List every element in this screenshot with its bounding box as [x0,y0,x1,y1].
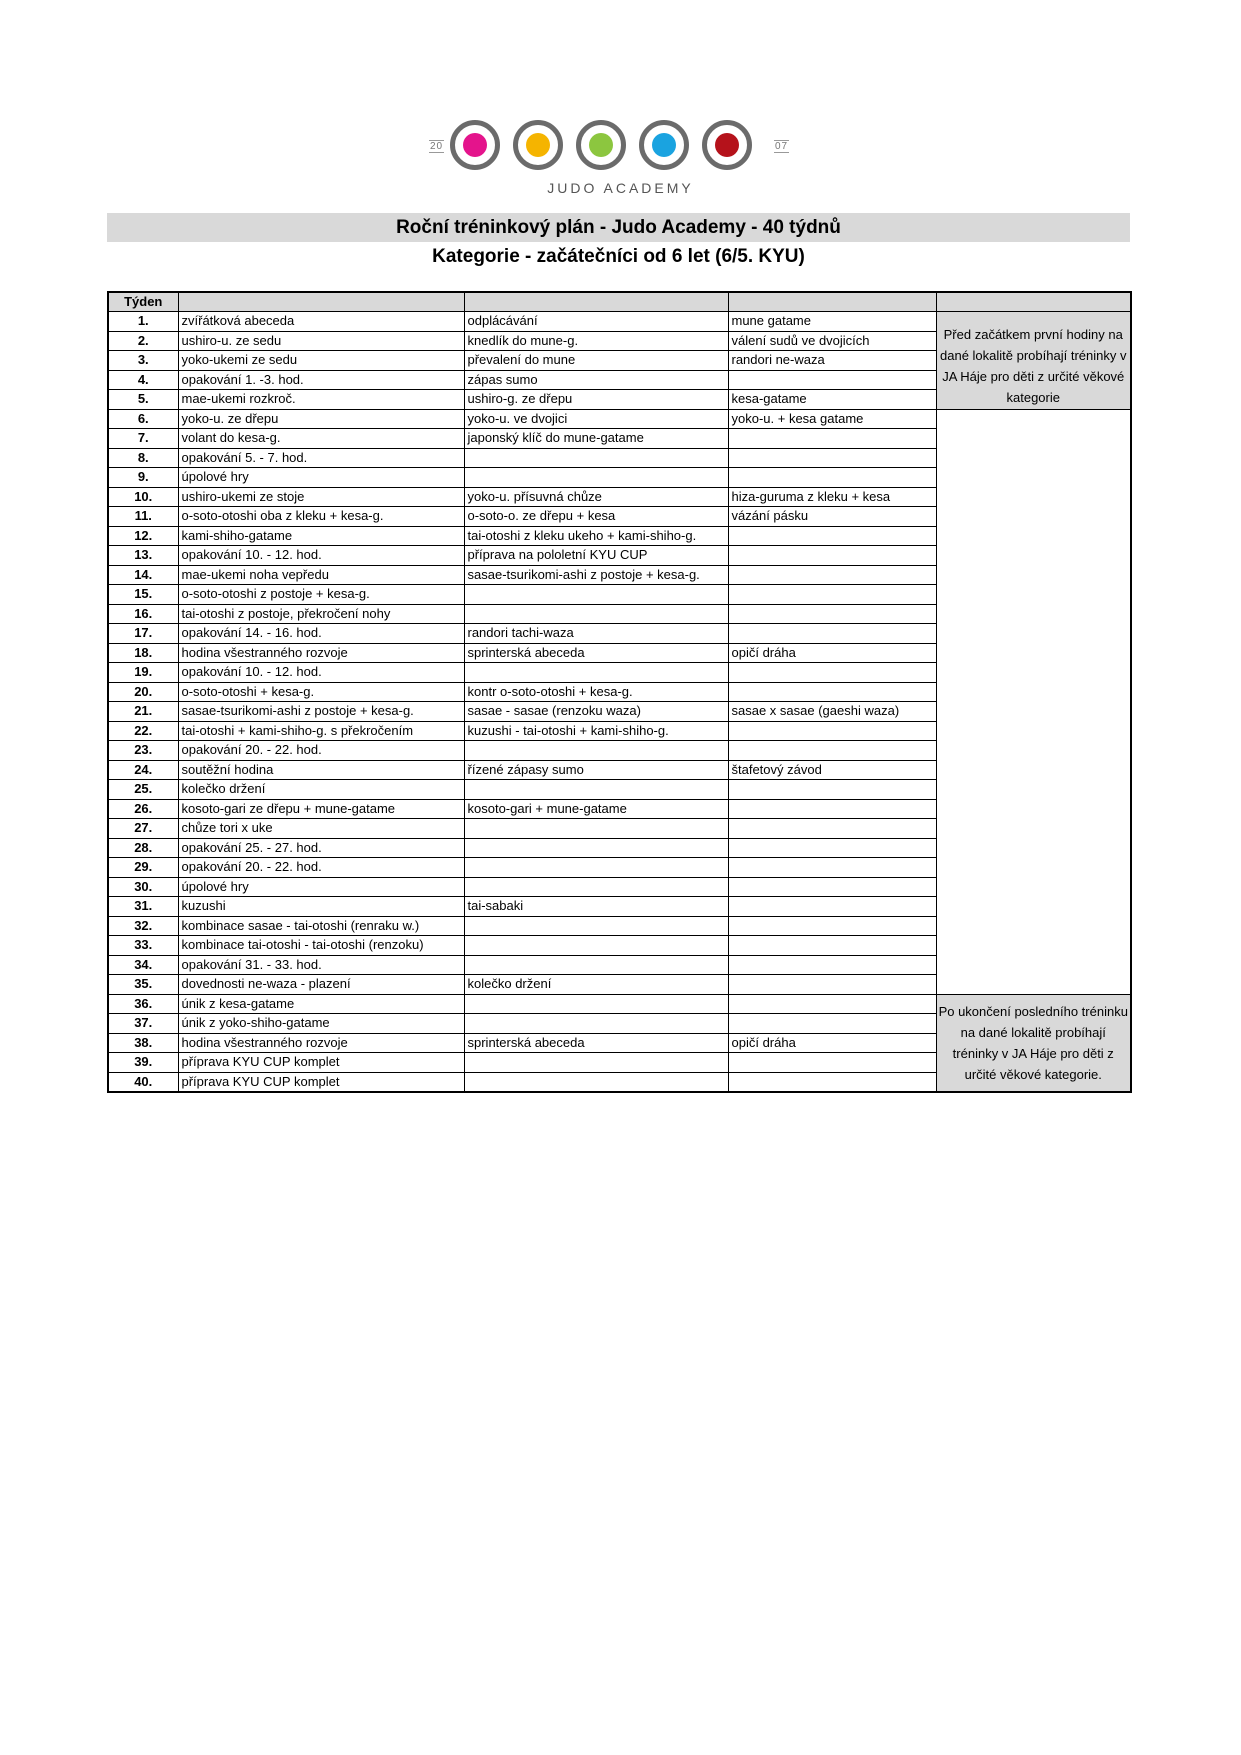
logo-rings [450,118,770,180]
week-number-cell: 8. [108,448,178,468]
activity-cell-3 [728,429,936,449]
week-number-cell: 36. [108,994,178,1014]
logo-ring-blue [639,120,689,170]
activity-cell-3 [728,916,936,936]
activity-cell-3 [728,780,936,800]
week-number-cell: 14. [108,565,178,585]
week-number-cell: 37. [108,1014,178,1034]
activity-cell-2: převalení do mune [464,351,728,371]
activity-cell-2 [464,741,728,761]
week-number-cell: 12. [108,526,178,546]
table-header-row [108,292,1131,312]
activity-cell-2: odplácávání [464,312,728,332]
activity-cell-3 [728,936,936,956]
activity-cell-3 [728,838,936,858]
activity-cell-2: kuzushi - tai-otoshi + kami-shiho-g. [464,721,728,741]
activity-cell-1: kami-shiho-gatame [178,526,464,546]
activity-cell-2 [464,955,728,975]
activity-cell-1: sasae-tsurikomi-ashi z postoje + kesa-g. [178,702,464,722]
table-row [108,312,1131,332]
activity-cell-3 [728,819,936,839]
activity-cell-2: zápas sumo [464,370,728,390]
activity-cell-1: dovednosti ne-waza - plazení [178,975,464,995]
activity-cell-3: štafetový závod [728,760,936,780]
activity-cell-2 [464,936,728,956]
activity-cell-1: mae-ukemi noha vepředu [178,565,464,585]
logo-ring-yellow [513,120,563,170]
judo-academy-logo [0,118,1241,208]
activity-cell-1: opakování 1. -3. hod. [178,370,464,390]
week-number-cell: 28. [108,838,178,858]
activity-cell-2: řízené zápasy sumo [464,760,728,780]
activity-cell-1: hodina všestranného rozvoje [178,643,464,663]
week-number-cell: 18. [108,643,178,663]
week-number-cell: 23. [108,741,178,761]
activity-cell-2: kosoto-gari + mune-gatame [464,799,728,819]
week-number-cell: 24. [108,760,178,780]
activity-cell-1: úpolové hry [178,468,464,488]
activity-cell-1: kuzushi [178,897,464,917]
activity-cell-1: tai-otoshi z postoje, překročení nohy [178,604,464,624]
activity-cell-1: únik z kesa-gatame [178,994,464,1014]
activity-cell-3 [728,1014,936,1034]
week-number-cell: 30. [108,877,178,897]
activity-cell-2 [464,877,728,897]
activity-cell-2: kolečko držení [464,975,728,995]
activity-cell-1: yoko-ukemi ze sedu [178,351,464,371]
activity-cell-1: opakování 20. - 22. hod. [178,858,464,878]
week-number-cell: 25. [108,780,178,800]
week-number-cell: 7. [108,429,178,449]
activity-cell-2 [464,585,728,605]
activity-cell-3: sasae x sasae (gaeshi waza) [728,702,936,722]
activity-cell-3 [728,975,936,995]
training-plan-table [107,291,1132,1093]
table-row [108,994,1131,1014]
week-number-cell: 27. [108,819,178,839]
activity-cell-2 [464,663,728,683]
activity-cell-2 [464,468,728,488]
activity-cell-2 [464,448,728,468]
activity-cell-2: o-soto-o. ze dřepu + kesa [464,507,728,527]
activity-cell-3: randori ne-waza [728,351,936,371]
activity-cell-1: o-soto-otoshi z postoje + kesa-g. [178,585,464,605]
activity-cell-3: mune gatame [728,312,936,332]
activity-cell-2: sprinterská abeceda [464,643,728,663]
week-number-cell: 29. [108,858,178,878]
week-number-cell: 35. [108,975,178,995]
activity-cell-1: opakování 25. - 27. hod. [178,838,464,858]
activity-cell-3 [728,468,936,488]
activity-cell-1: opakování 20. - 22. hod. [178,741,464,761]
training-plan-body [108,292,1131,1092]
note-after-last-lesson: Po ukončení posledního tréninku na dané lokalitě probíhají tréninky v JA Háje pro děti z určité věkové kategorie. [936,994,1131,1092]
week-number-cell: 38. [108,1033,178,1053]
week-number-cell: 31. [108,897,178,917]
activity-cell-1: příprava KYU CUP komplet [178,1072,464,1092]
activity-cell-2: knedlík do mune-g. [464,331,728,351]
note-empty-cell [936,409,1131,994]
activity-cell-1: soutěžní hodina [178,760,464,780]
activity-cell-2: japonský klíč do mune-gatame [464,429,728,449]
activity-cell-1: tai-otoshi + kami-shiho-g. s překročením [178,721,464,741]
activity-cell-3 [728,526,936,546]
activity-cell-3 [728,1072,936,1092]
week-number-cell: 26. [108,799,178,819]
activity-cell-3 [728,741,936,761]
week-number-cell: 6. [108,409,178,429]
activity-cell-2 [464,1072,728,1092]
activity-cell-3 [728,994,936,1014]
page-subtitle: Kategorie - začátečníci od 6 let (6/5. KYU) [432,246,805,267]
activity-cell-3 [728,877,936,897]
activity-cell-3: vázání pásku [728,507,936,527]
week-number-cell: 33. [108,936,178,956]
page-title: Roční tréninkový plán - Judo Academy - 40 týdnů [396,217,841,238]
table-row [108,409,1131,429]
activity-cell-1: chůze tori x uke [178,819,464,839]
week-number-cell: 9. [108,468,178,488]
activity-cell-2 [464,916,728,936]
week-number-cell: 16. [108,604,178,624]
activity-cell-3 [728,663,936,683]
week-number-cell: 22. [108,721,178,741]
activity-cell-2: yoko-u. ve dvojici [464,409,728,429]
activity-cell-3 [728,448,936,468]
activity-cell-3: válení sudů ve dvojicích [728,331,936,351]
activity-cell-1: kolečko držení [178,780,464,800]
header-empty-1 [178,292,464,312]
activity-cell-3 [728,604,936,624]
activity-cell-1: mae-ukemi rozkroč. [178,390,464,410]
week-number-cell: 5. [108,390,178,410]
activity-cell-1: únik z yoko-shiho-gatame [178,1014,464,1034]
activity-cell-3 [728,585,936,605]
activity-cell-1: hodina všestranného rozvoje [178,1033,464,1053]
activity-cell-1: úpolové hry [178,877,464,897]
activity-cell-3 [728,897,936,917]
logo-ring-green [576,120,626,170]
activity-cell-3 [728,624,936,644]
logo-ring-magenta [450,120,500,170]
week-number-cell: 3. [108,351,178,371]
note-before-first-lesson: Před začátkem první hodiny na dané lokalitě probíhají tréninky v JA Háje pro děti z určité věkové kategorie [936,312,1131,410]
activity-cell-1: o-soto-otoshi + kesa-g. [178,682,464,702]
week-number-cell: 11. [108,507,178,527]
activity-cell-1: opakování 5. - 7. hod. [178,448,464,468]
activity-cell-1: opakování 14. - 16. hod. [178,624,464,644]
activity-cell-2: randori tachi-waza [464,624,728,644]
activity-cell-3 [728,565,936,585]
week-number-cell: 20. [108,682,178,702]
logo-text: JUDO ACADEMY [547,180,694,196]
activity-cell-2: yoko-u. přísuvná chůze [464,487,728,507]
activity-cell-2: tai-sabaki [464,897,728,917]
activity-cell-1: ushiro-ukemi ze stoje [178,487,464,507]
week-number-cell: 4. [108,370,178,390]
activity-cell-2 [464,858,728,878]
activity-cell-1: kombinace sasae - tai-otoshi (renraku w.) [178,916,464,936]
activity-cell-1: zvířátková abeceda [178,312,464,332]
activity-cell-1: kosoto-gari ze dřepu + mune-gatame [178,799,464,819]
header-empty-2 [464,292,728,312]
week-number-cell: 2. [108,331,178,351]
logo-ring-red [702,120,752,170]
activity-cell-3: opičí dráha [728,643,936,663]
activity-cell-3: hiza-guruma z kleku + kesa [728,487,936,507]
activity-cell-3 [728,858,936,878]
activity-cell-2 [464,1014,728,1034]
week-number-cell: 39. [108,1053,178,1073]
week-number-cell: 17. [108,624,178,644]
activity-cell-3: opičí dráha [728,1033,936,1053]
activity-cell-2: kontr o-soto-otoshi + kesa-g. [464,682,728,702]
week-number-cell: 34. [108,955,178,975]
logo-year-left: 20 [430,141,444,152]
week-number-cell: 1. [108,312,178,332]
activity-cell-3 [728,1053,936,1073]
activity-cell-1: opakování 10. - 12. hod. [178,546,464,566]
activity-cell-3 [728,546,936,566]
activity-cell-2: sprinterská abeceda [464,1033,728,1053]
activity-cell-1: opakování 10. - 12. hod. [178,663,464,683]
activity-cell-1: opakování 31. - 33. hod. [178,955,464,975]
header-empty-4 [936,292,1131,312]
activity-cell-1: o-soto-otoshi oba z kleku + kesa-g. [178,507,464,527]
header-week: Týden [108,292,178,312]
activity-cell-1: příprava KYU CUP komplet [178,1053,464,1073]
week-number-cell: 15. [108,585,178,605]
activity-cell-2 [464,1053,728,1073]
week-number-cell: 19. [108,663,178,683]
activity-cell-2: příprava na pololetní KYU CUP [464,546,728,566]
activity-cell-2 [464,819,728,839]
activity-cell-2: sasae - sasae (renzoku waza) [464,702,728,722]
logo-year-right: 07 [775,141,789,152]
activity-cell-3: yoko-u. + kesa gatame [728,409,936,429]
week-number-cell: 32. [108,916,178,936]
activity-cell-1: yoko-u. ze dřepu [178,409,464,429]
activity-cell-2 [464,604,728,624]
activity-cell-2 [464,994,728,1014]
activity-cell-2 [464,780,728,800]
week-number-cell: 40. [108,1072,178,1092]
activity-cell-1: kombinace tai-otoshi - tai-otoshi (renzoku) [178,936,464,956]
activity-cell-3 [728,955,936,975]
week-number-cell: 10. [108,487,178,507]
activity-cell-3 [728,370,936,390]
activity-cell-1: ushiro-u. ze sedu [178,331,464,351]
activity-cell-2: tai-otoshi z kleku ukeho + kami-shiho-g. [464,526,728,546]
week-number-cell: 13. [108,546,178,566]
activity-cell-3 [728,682,936,702]
activity-cell-2 [464,838,728,858]
week-number-cell: 21. [108,702,178,722]
activity-cell-3 [728,799,936,819]
activity-cell-2: sasae-tsurikomi-ashi z postoje + kesa-g. [464,565,728,585]
activity-cell-2: ushiro-g. ze dřepu [464,390,728,410]
activity-cell-3: kesa-gatame [728,390,936,410]
header-empty-3 [728,292,936,312]
activity-cell-1: volant do kesa-g. [178,429,464,449]
activity-cell-3 [728,721,936,741]
